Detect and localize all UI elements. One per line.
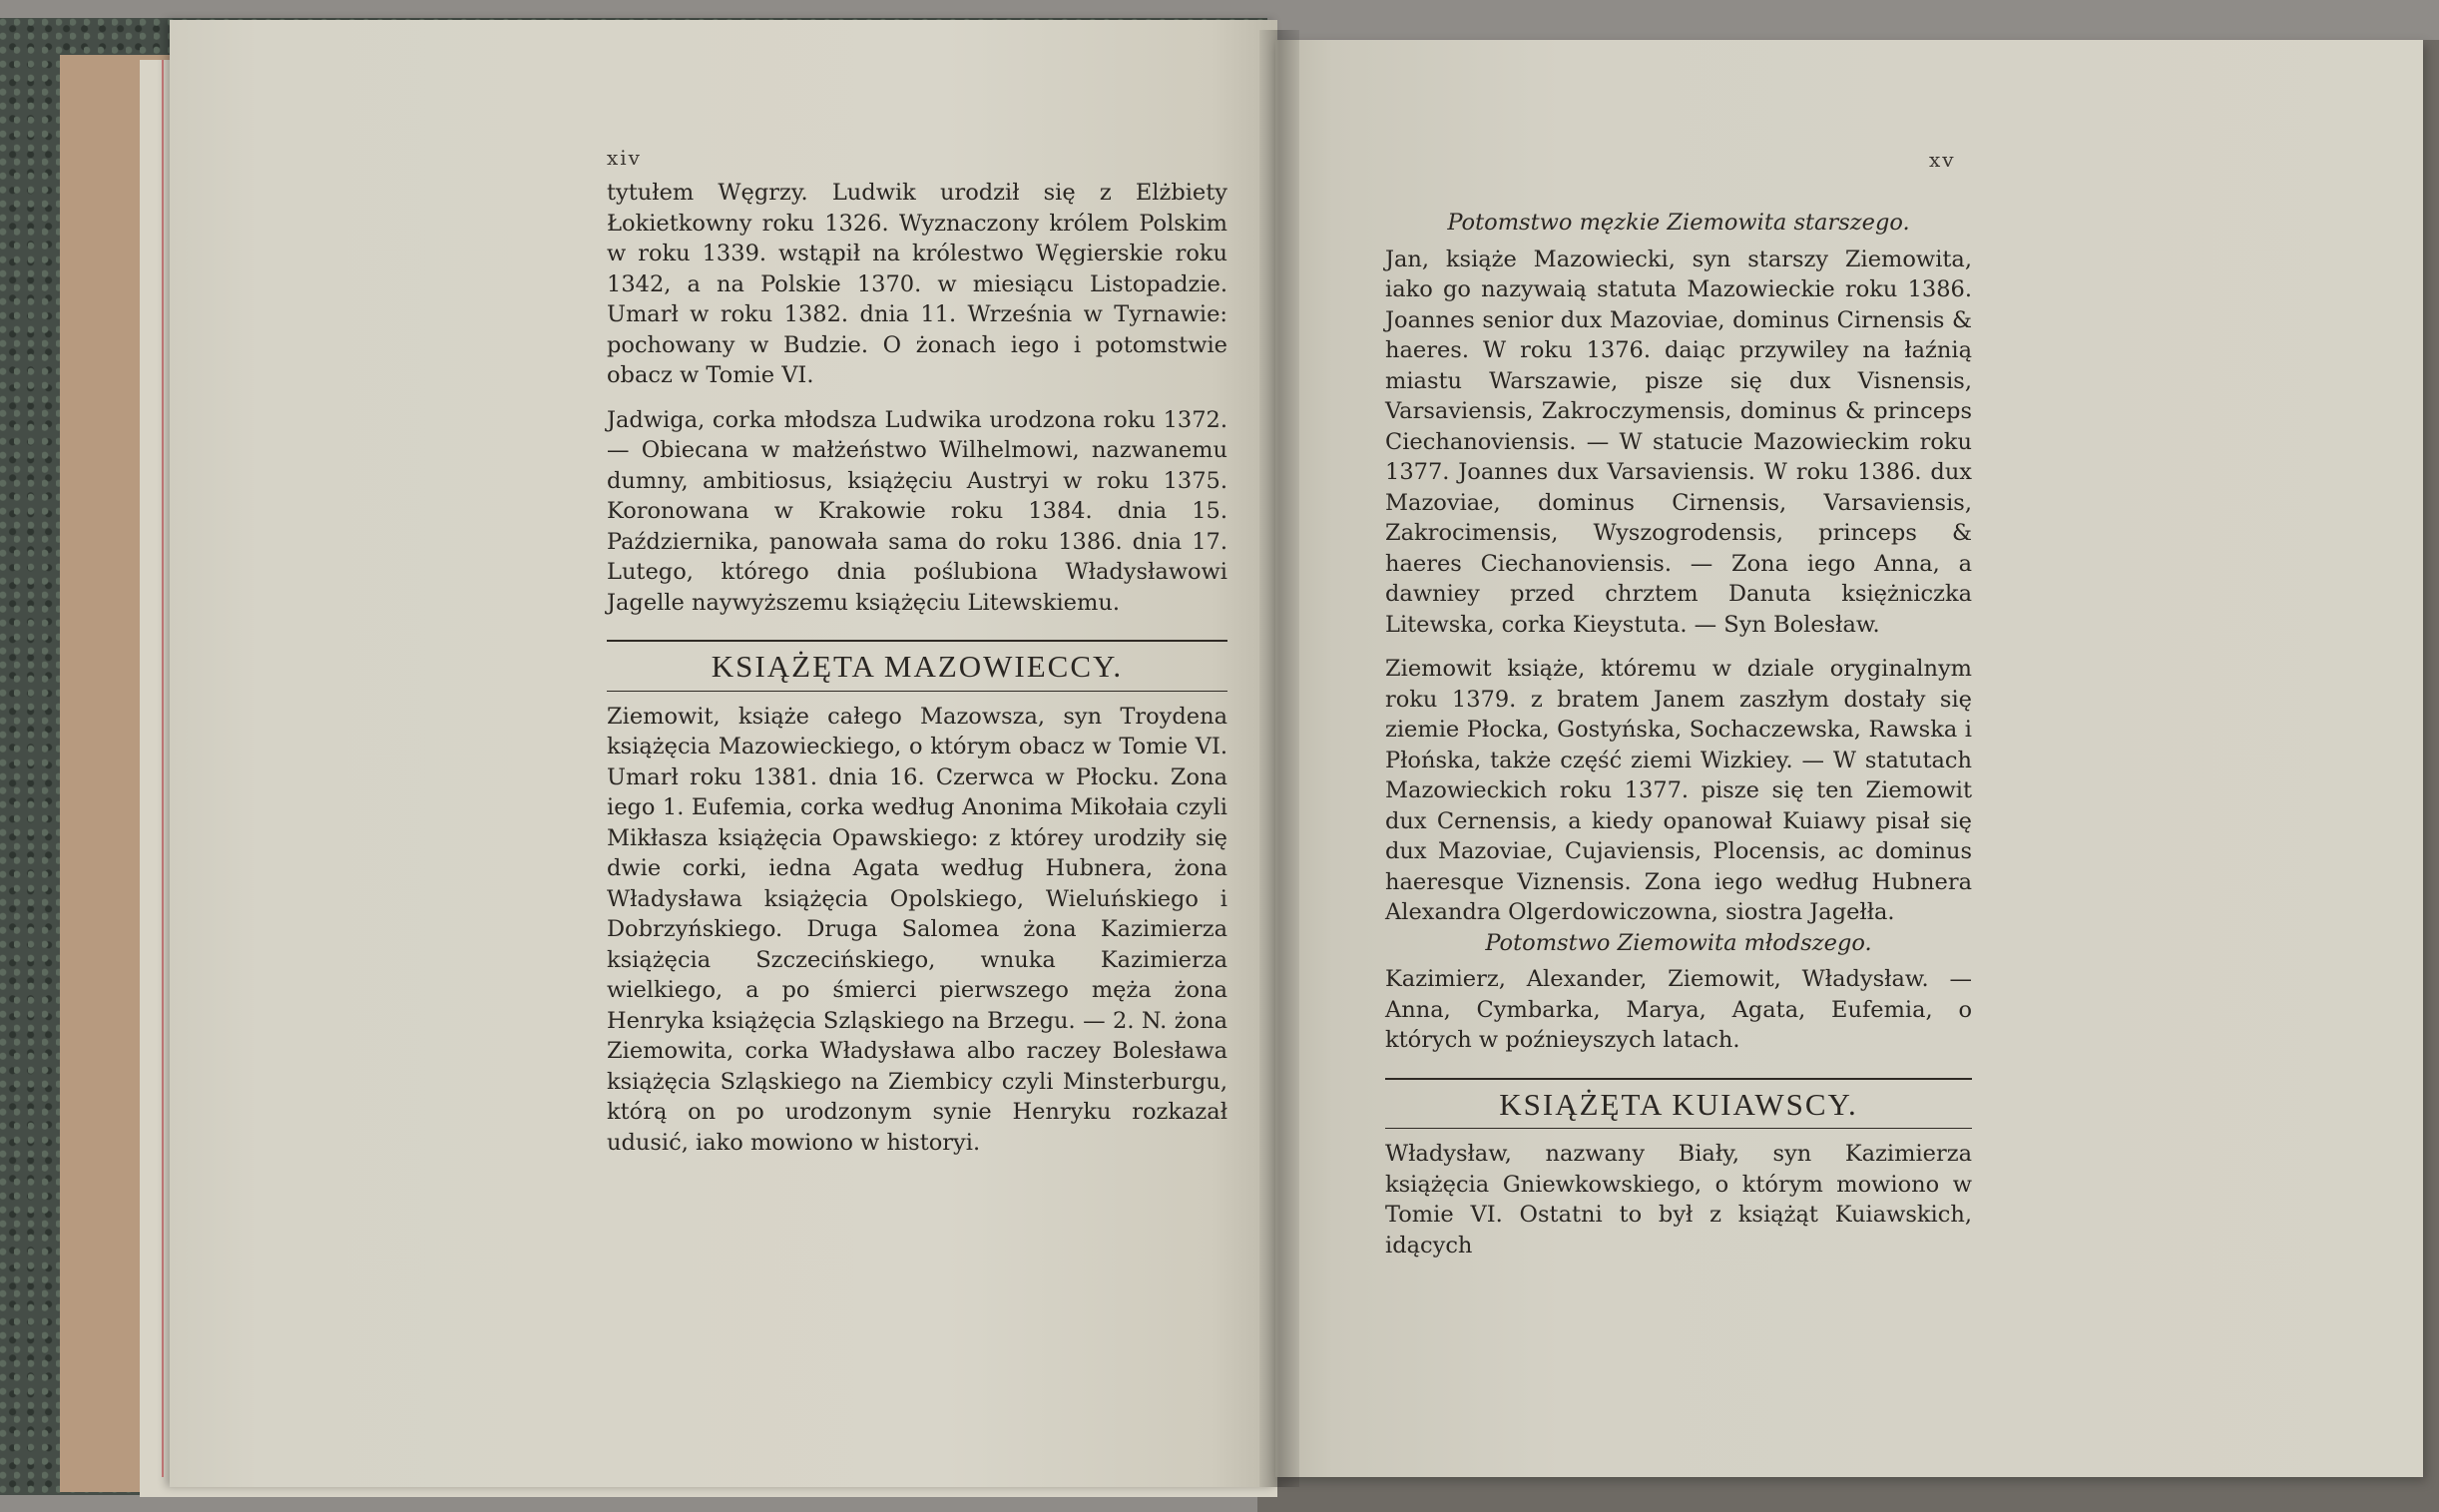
right-paragraph-3: Kazimierz, Alexander, Ziemowit, Władysław. — Anna, Cymbarka, Marya, Agata, Eufemia, o których w poźnieyszych latach.: [1385, 966, 1972, 1053]
left-page-number: xiv: [607, 146, 642, 170]
left-paragraph-1: tytułem Węgrzy. Ludwik urodził się z Elżbiety Łokietkowny roku 1326. Wyznaczony królem Polskim w roku 1339. wstąpił na królestwo Węgierskie roku 1342, a na Polskie 1370. w miesiącu Listopadzie. Umarł w roku 1382. dnia 11. Września w Tyrnawie: pochowany w Budzie. O żonach iego i potomstwie obacz w Tomie VI.: [607, 180, 1227, 388]
right-section-paragraph: Władysław, nazwany Biały, syn Kazimierza książęcia Gniewkowskiego, o którym mowiono w Tomie VI. Ostatni to był z książąt Kuiawskich, idących: [1385, 1141, 1972, 1259]
right-text-column: [1385, 208, 1972, 1274]
book-gutter: [1259, 30, 1299, 1487]
subheading-potomstwo-starszego: Potomstwo męzkie Ziemowita starszego.: [1447, 210, 1910, 236]
left-paragraph-2: Jadwiga, corka młodsza Ludwika urodzona roku 1372. — Obiecana w małżeństwo Wilhelmowi, nazwanemu dumny, ambitiosus, książęciu Austryi w roku 1375. Koronowana w Krakowie roku 1384. dnia 15. Października, panowała sama do roku 1386. dnia 17. Lutego, którego dnia poślubiona Władysławowi Jagelle naywyższemu książęciu Litewskiemu.: [607, 406, 1227, 616]
section-heading-kuiawscy: KSIĄŻĘTA KUIAWSCY.: [1499, 1086, 1858, 1122]
red-edge-line: [162, 60, 164, 1477]
right-paragraph-2: Ziemowit książe, któremu w dziale oryginalnym roku 1379. z bratem Janem zaszłym dostały się ziemie Płocka, Gostyńska, Sochaczewska, Rawska i Płońska, także część ziemi Wizkiey. — W statutach Mazowieckich roku 1377. pisze się ten Ziemowit dux Cernensis, a kiedy opanował Kuiawy pisał się dux Mazoviae, Cujaviensis, Plocensis, ac dominus haeresque Viznensis. Zona iego według Hubnera Alexandra Olgerdowiczowna, siostra Jagełła.: [1385, 656, 1972, 925]
right-page-number: xv: [1929, 148, 1956, 172]
left-section-rule: [607, 640, 1227, 692]
subheading-potomstwo-mlodszego: Potomstwo Ziemowita młodszego.: [1485, 929, 1872, 956]
section-heading-mazowieccy: KSIĄŻĘTA MAZOWIECCY.: [711, 649, 1124, 684]
left-section-paragraph: Ziemowit, książe całego Mazowsza, syn Troydena książęcia Mazowieckiego, o którym obacz w Tomie VI. Umarł roku 1381. dnia 16. Czerwca w Płocku. Zona iego 1. Eufemia, corka według Anonima Mikołaia czyli Mikłaszа książęcia Opawskiego: z którey urodziły się dwie corki, iedna Agata według Hubnera, żona Władysława książęcia Opolskiego, Wieluńskiego i Dobrzyńskiego. Druga Salomea żona Kazimierza książęcia Szczecińskiego, wnuka Kazimierza wielkiego, a po śmierci pierwszego męża żona Henryka książęcia Szląskiego na Brzegu. — 2. N. żona Ziemowita, corka Władysława albo raczey Bolesława książęcia Szląskiego na Ziembicy czyli Minsterburgu, którą on po urodzonym synie Henryku rozkazał udusić, iako mowiono w historyi.: [607, 703, 1227, 1156]
right-section-rule: [1385, 1078, 1972, 1130]
left-text-column: [607, 178, 1227, 1172]
right-paragraph-1: Jan, książe Mazowiecki, syn starszy Ziemowita, iako go nazywaią statuta Mazowieckie roku 1386. Joannes senior dux Mazoviae, dominus Cirnensis & haeres. W roku 1376. daiąc przywiley na łaźnią miastu Warszawie, pisze się dux Visnensis, Varsaviensis, Zakroczymensis, dominus & princeps Ciechanoviensis. — W statucie Mazowieckim roku 1377. Joannes dux Varsaviensis. W roku 1386. dux Mazoviae, dominus Cirnensis, Varsaviensis, Zakrocimensis, Wyszogrodensis, princeps & haeres Ciechanoviensis. — Zona iego Anna, a dawniey przed chrztem Danuta księżniczka Litewska, corka Kieystuta. — Syn Bolesław.: [1385, 246, 1972, 638]
